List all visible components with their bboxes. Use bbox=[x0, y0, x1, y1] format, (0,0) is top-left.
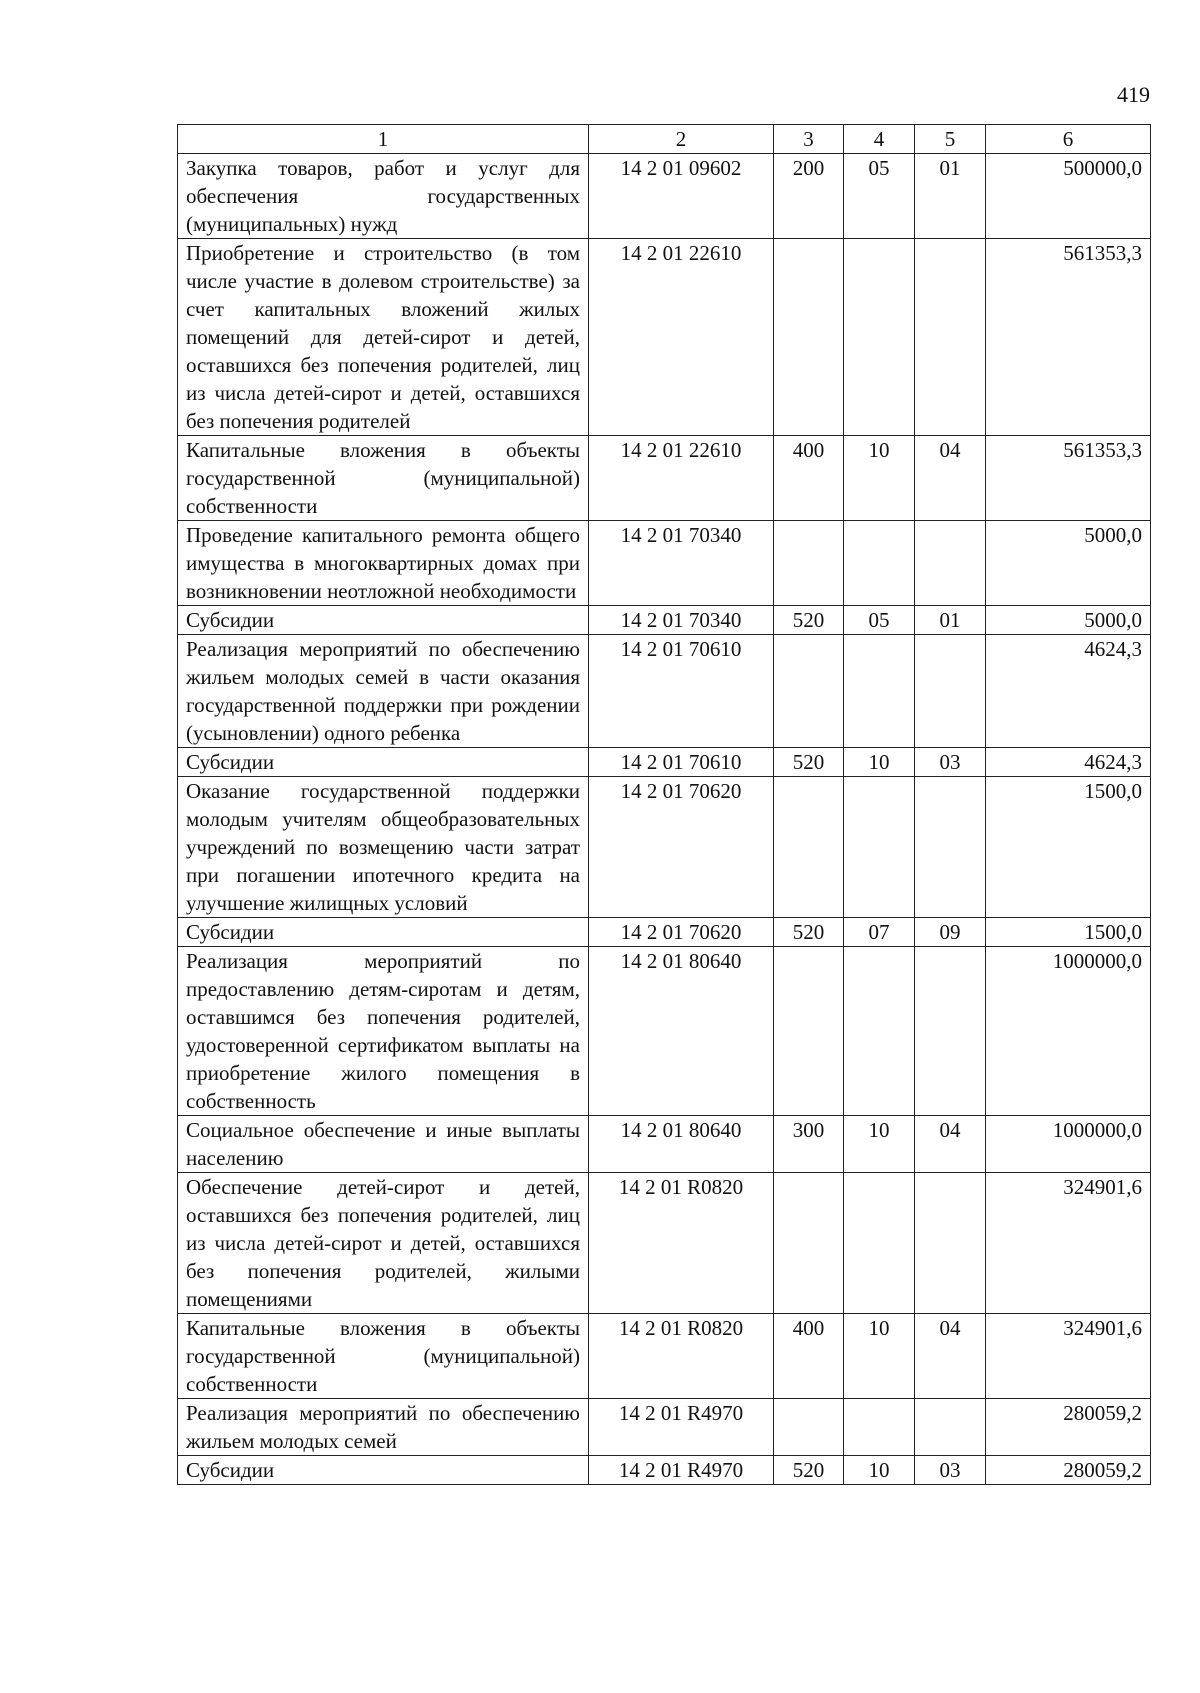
table-body bbox=[178, 154, 1151, 1485]
table-row bbox=[178, 1456, 1151, 1485]
row-amount-cell: 4624,3 bbox=[986, 748, 1151, 777]
row-amount-cell: 5000,0 bbox=[986, 521, 1151, 606]
row-name-cell: Приобретение и строительство (в том числе участие в долевом строительстве) за счет капитальных вложений жилых помещений для детей-сирот и детей, оставшихся без попечения родителей, лиц из числа детей-сирот и детей, оставшихся без попечения родителей bbox=[178, 239, 589, 436]
row-amount-cell: 324901,6 bbox=[986, 1173, 1151, 1314]
row-section-cell: 07 bbox=[844, 918, 915, 947]
row-section-cell: 05 bbox=[844, 606, 915, 635]
row-amount-cell: 280059,2 bbox=[986, 1399, 1151, 1456]
row-expense-type-cell bbox=[774, 521, 844, 606]
row-name-cell: Оказание государственной поддержки молодым учителям общеобразовательных учреждений по возмещению части затрат при погашении ипотечного кредита на улучшение жилищных условий bbox=[178, 777, 589, 918]
row-subsection-cell: 01 bbox=[915, 606, 986, 635]
row-name-cell: Капитальные вложения в объекты государственной (муниципальной) собственности bbox=[178, 436, 589, 521]
row-code-cell: 14 2 01 R4970 bbox=[589, 1399, 774, 1456]
row-expense-type-cell: 400 bbox=[774, 1314, 844, 1399]
row-code-cell: 14 2 01 70620 bbox=[589, 918, 774, 947]
row-expense-type-cell bbox=[774, 635, 844, 748]
row-name-cell: Субсидии bbox=[178, 748, 589, 777]
table-row bbox=[178, 777, 1151, 918]
row-code-cell: 14 2 01 70620 bbox=[589, 777, 774, 918]
table-row bbox=[178, 436, 1151, 521]
row-code-cell: 14 2 01 R0820 bbox=[589, 1173, 774, 1314]
row-name-cell: Обеспечение детей-сирот и детей, оставшихся без попечения родителей, лиц из числа детей-сирот и детей, оставшихся без попечения родителей, жилыми помещениями bbox=[178, 1173, 589, 1314]
column-header: 5 bbox=[915, 125, 986, 154]
table-header-row bbox=[178, 125, 1151, 154]
row-subsection-cell bbox=[915, 635, 986, 748]
row-expense-type-cell: 400 bbox=[774, 436, 844, 521]
table-row bbox=[178, 918, 1151, 947]
row-name-cell: Субсидии bbox=[178, 1456, 589, 1485]
row-name-cell: Закупка товаров, работ и услуг для обеспечения государственных (муниципальных) нужд bbox=[178, 154, 589, 239]
table-row bbox=[178, 748, 1151, 777]
row-section-cell bbox=[844, 239, 915, 436]
table-row bbox=[178, 635, 1151, 748]
row-expense-type-cell bbox=[774, 947, 844, 1116]
row-amount-cell: 280059,2 bbox=[986, 1456, 1151, 1485]
row-expense-type-cell bbox=[774, 1399, 844, 1456]
table-row bbox=[178, 1173, 1151, 1314]
row-expense-type-cell: 520 bbox=[774, 1456, 844, 1485]
row-section-cell bbox=[844, 521, 915, 606]
table-row bbox=[178, 947, 1151, 1116]
row-code-cell: 14 2 01 09602 bbox=[589, 154, 774, 239]
row-subsection-cell: 03 bbox=[915, 748, 986, 777]
row-expense-type-cell: 520 bbox=[774, 918, 844, 947]
row-subsection-cell bbox=[915, 777, 986, 918]
row-name-cell: Социальное обеспечение и иные выплаты населению bbox=[178, 1116, 589, 1173]
row-section-cell: 10 bbox=[844, 748, 915, 777]
row-code-cell: 14 2 01 70340 bbox=[589, 521, 774, 606]
row-expense-type-cell bbox=[774, 777, 844, 918]
row-subsection-cell: 04 bbox=[915, 1314, 986, 1399]
row-amount-cell: 500000,0 bbox=[986, 154, 1151, 239]
column-header: 3 bbox=[774, 125, 844, 154]
row-name-cell: Субсидии bbox=[178, 606, 589, 635]
row-amount-cell: 1500,0 bbox=[986, 777, 1151, 918]
column-header: 4 bbox=[844, 125, 915, 154]
row-code-cell: 14 2 01 70340 bbox=[589, 606, 774, 635]
row-section-cell: 10 bbox=[844, 436, 915, 521]
row-amount-cell: 561353,3 bbox=[986, 239, 1151, 436]
row-name-cell: Реализация мероприятий по обеспечению жильем молодых семей в части оказания государственной поддержки при рождении (усыновлении) одного ребенка bbox=[178, 635, 589, 748]
row-name-cell: Реализация мероприятий по предоставлению детям-сиротам и детям, оставшимся без попечения родителей, удостоверенной сертификатом выплаты на приобретение жилого помещения в собственность bbox=[178, 947, 589, 1116]
table-row bbox=[178, 154, 1151, 239]
row-amount-cell: 1500,0 bbox=[986, 918, 1151, 947]
row-amount-cell: 4624,3 bbox=[986, 635, 1151, 748]
column-header: 2 bbox=[589, 125, 774, 154]
row-code-cell: 14 2 01 R0820 bbox=[589, 1314, 774, 1399]
row-code-cell: 14 2 01 22610 bbox=[589, 436, 774, 521]
table-row bbox=[178, 239, 1151, 436]
row-subsection-cell bbox=[915, 947, 986, 1116]
row-name-cell: Проведение капитального ремонта общего имущества в многоквартирных домах при возникновении неотложной необходимости bbox=[178, 521, 589, 606]
row-subsection-cell bbox=[915, 1399, 986, 1456]
row-subsection-cell bbox=[915, 239, 986, 436]
row-expense-type-cell: 520 bbox=[774, 748, 844, 777]
row-amount-cell: 1000000,0 bbox=[986, 1116, 1151, 1173]
row-subsection-cell: 04 bbox=[915, 1116, 986, 1173]
row-expense-type-cell: 200 bbox=[774, 154, 844, 239]
table-row bbox=[178, 1314, 1151, 1399]
column-header: 6 bbox=[986, 125, 1151, 154]
row-name-cell: Капитальные вложения в объекты государственной (муниципальной) собственности bbox=[178, 1314, 589, 1399]
row-subsection-cell: 04 bbox=[915, 436, 986, 521]
column-header: 1 bbox=[178, 125, 589, 154]
row-section-cell: 10 bbox=[844, 1456, 915, 1485]
row-subsection-cell: 03 bbox=[915, 1456, 986, 1485]
row-expense-type-cell: 300 bbox=[774, 1116, 844, 1173]
row-code-cell: 14 2 01 R4970 bbox=[589, 1456, 774, 1485]
row-name-cell: Реализация мероприятий по обеспечению жильем молодых семей bbox=[178, 1399, 589, 1456]
row-section-cell bbox=[844, 777, 915, 918]
table-row bbox=[178, 521, 1151, 606]
row-subsection-cell bbox=[915, 521, 986, 606]
row-section-cell bbox=[844, 1173, 915, 1314]
row-code-cell: 14 2 01 70610 bbox=[589, 635, 774, 748]
row-code-cell: 14 2 01 80640 bbox=[589, 1116, 774, 1173]
table-row bbox=[178, 1116, 1151, 1173]
row-expense-type-cell bbox=[774, 1173, 844, 1314]
row-expense-type-cell: 520 bbox=[774, 606, 844, 635]
row-subsection-cell: 09 bbox=[915, 918, 986, 947]
row-amount-cell: 324901,6 bbox=[986, 1314, 1151, 1399]
row-section-cell bbox=[844, 635, 915, 748]
row-amount-cell: 1000000,0 bbox=[986, 947, 1151, 1116]
row-section-cell: 10 bbox=[844, 1314, 915, 1399]
row-amount-cell: 5000,0 bbox=[986, 606, 1151, 635]
row-subsection-cell: 01 bbox=[915, 154, 986, 239]
row-section-cell bbox=[844, 947, 915, 1116]
row-name-cell: Субсидии bbox=[178, 918, 589, 947]
row-expense-type-cell bbox=[774, 239, 844, 436]
row-code-cell: 14 2 01 22610 bbox=[589, 239, 774, 436]
row-section-cell: 10 bbox=[844, 1116, 915, 1173]
row-code-cell: 14 2 01 70610 bbox=[589, 748, 774, 777]
row-code-cell: 14 2 01 80640 bbox=[589, 947, 774, 1116]
table-row bbox=[178, 1399, 1151, 1456]
budget-table bbox=[177, 124, 1151, 1485]
page-number: 419 bbox=[1117, 82, 1150, 107]
row-subsection-cell bbox=[915, 1173, 986, 1314]
row-section-cell: 05 bbox=[844, 154, 915, 239]
row-section-cell bbox=[844, 1399, 915, 1456]
row-amount-cell: 561353,3 bbox=[986, 436, 1151, 521]
table-row bbox=[178, 606, 1151, 635]
